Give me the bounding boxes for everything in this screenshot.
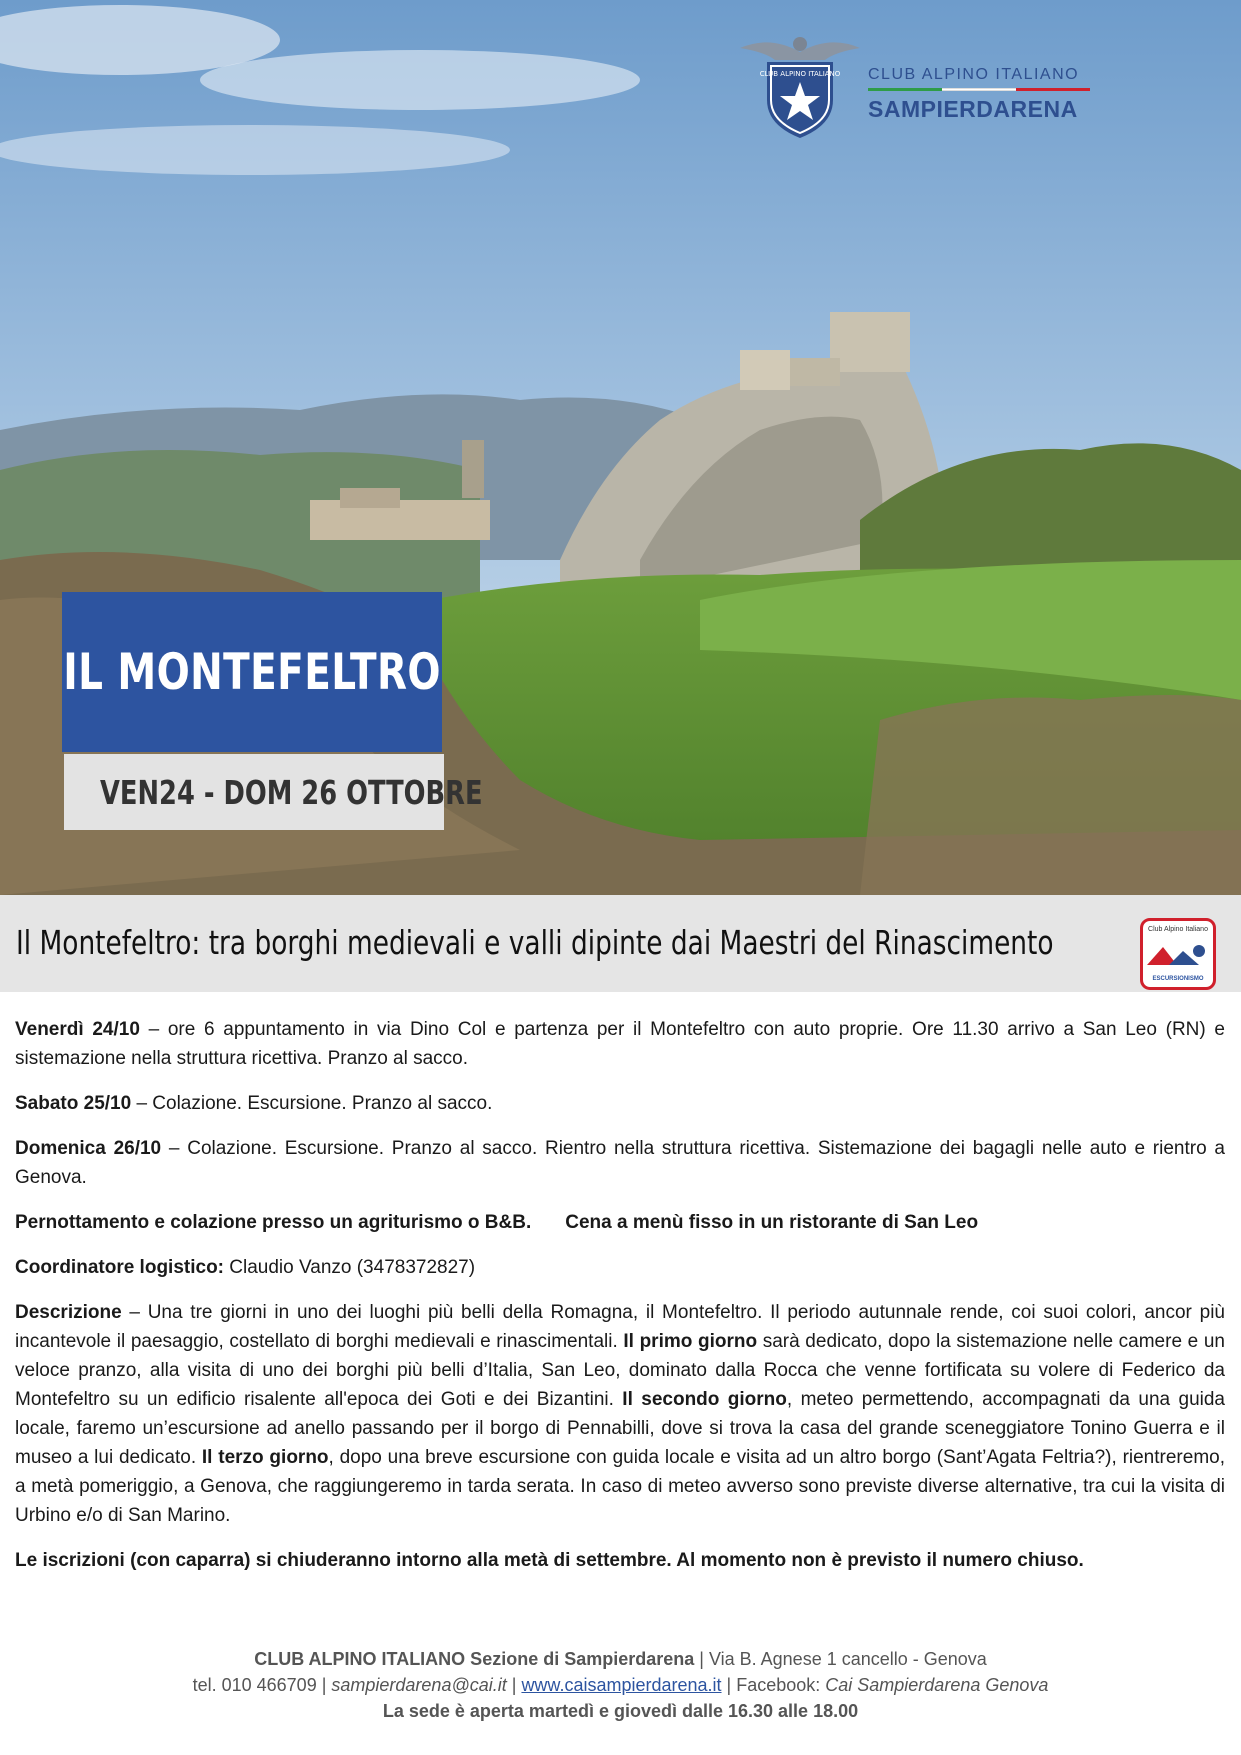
subtitle: Il Montefeltro: tra borghi medievali e valli dipinte dai Maestri del Rinascimento (16, 923, 1054, 962)
footer-hours: La sede è aperta martedì e giovedì dalle 16.30 alle 18.00 (382, 1701, 859, 1721)
footer (0, 1646, 1241, 1724)
page-title: IL MONTEFELTRO (62, 592, 442, 752)
event-dates: VEN24 - DOM 26 OTTOBRE (64, 754, 444, 830)
schedule-day-1: Venerdì 24/10 – ore 6 appuntamento in via Dino Col e partenza per il Montefeltro con auto proprie. Ore 11.30 arrivo a San Leo (RN) e sistemazione nella struttura ricettiva. Pranzo al sacco. (15, 1019, 1225, 1069)
escursionismo-badge (1140, 918, 1216, 990)
coordinator: Coordinatore logistico: Claudio Vanzo (3478372827) (15, 1257, 476, 1278)
badge-bottom-text: ESCURSIONISMO (1152, 976, 1204, 982)
eagle-shield-icon (735, 30, 865, 140)
lodging-dinner (15, 1208, 1225, 1237)
website-link[interactable]: www.caisampierdarena.it (521, 1675, 722, 1695)
cai-logo (735, 30, 1095, 140)
subtitle-band (0, 895, 1241, 992)
lodging: Pernottamento e colazione presso un agriturismo o B&B. (15, 1212, 532, 1233)
badge-top-text: Club Alpino Italiano (1148, 926, 1208, 933)
seal-text: CLUB ALPINO ITALIANO (759, 70, 841, 78)
footer-line1: CLUB ALPINO ITALIANO Sezione di Sampierdarena | Via B. Agnese 1 cancello - Genova (254, 1649, 987, 1669)
registration-note: Le iscrizioni (con caparra) si chiuderanno intorno alla metà di settembre. Al momento non è previsto il numero chiuso. (15, 1550, 1084, 1571)
logo-line1: CLUB ALPINO ITALIANO (868, 66, 1080, 83)
footer-line2: tel. 010 466709 | sampierdarena@cai.it | www.caisampierdarena.it | Facebook: Cai Sampierdarena Genova (192, 1675, 1049, 1695)
description: Descrizione – Una tre giorni in uno dei luoghi più belli della Romagna, il Montefeltro. Il periodo autunnale rende, coi suoi colori, ancor più incantevole il paesaggio, costellato di borghi medievali e rinascimentali. Il primo giorno sarà dedicato, dopo la sistemazione nelle camere e un veloce pranzo, alla visita di uno dei borghi più belli d’Italia, San Leo, dominato dalla Rocca che venne fortificata su volere di Federico da Montefeltro su un edificio risalente all'epoca dei Goti e dei Bizantini. Il secondo giorno, meteo permettendo, accompagnati da una guida locale, faremo un’escursione ad anello passando per il borgo di Pennabilli, dove si trova la casa del grande sceneggiatore Tonino Guerra e il museo a lui dedicato. Il terzo giorno, dopo una breve escursione con guida locale e visita ad un altro borgo (Sant’Agata Feltria?), rientreremo, a metà pomeriggio, a Genova, che raggiungeremo in tarda serata. In caso di meteo avverso sono previste diverse alternative, tra cui la visita di Urbino e/o di San Marino. (15, 1302, 1225, 1526)
logo-line2: SAMPIERDARENA (868, 96, 1078, 122)
program-body (15, 1015, 1225, 1591)
dinner: Cena a menù fisso in un ristorante di San Leo (565, 1212, 979, 1233)
facebook-link[interactable]: Cai Sampierdarena Genova (825, 1675, 1049, 1695)
mountain-flag-icon (1143, 939, 1213, 969)
email-link[interactable]: sampierdarena@cai.it (331, 1675, 507, 1695)
italian-flag-stripe (868, 88, 1090, 91)
schedule-day-2: Sabato 25/10 – Colazione. Escursione. Pranzo al sacco. (15, 1093, 493, 1114)
schedule-day-3: Domenica 26/10 – Colazione. Escursione. Pranzo al sacco. Rientro nella struttura ricettiva. Sistemazione dei bagagli nelle auto e rientro a Genova. (15, 1138, 1225, 1188)
